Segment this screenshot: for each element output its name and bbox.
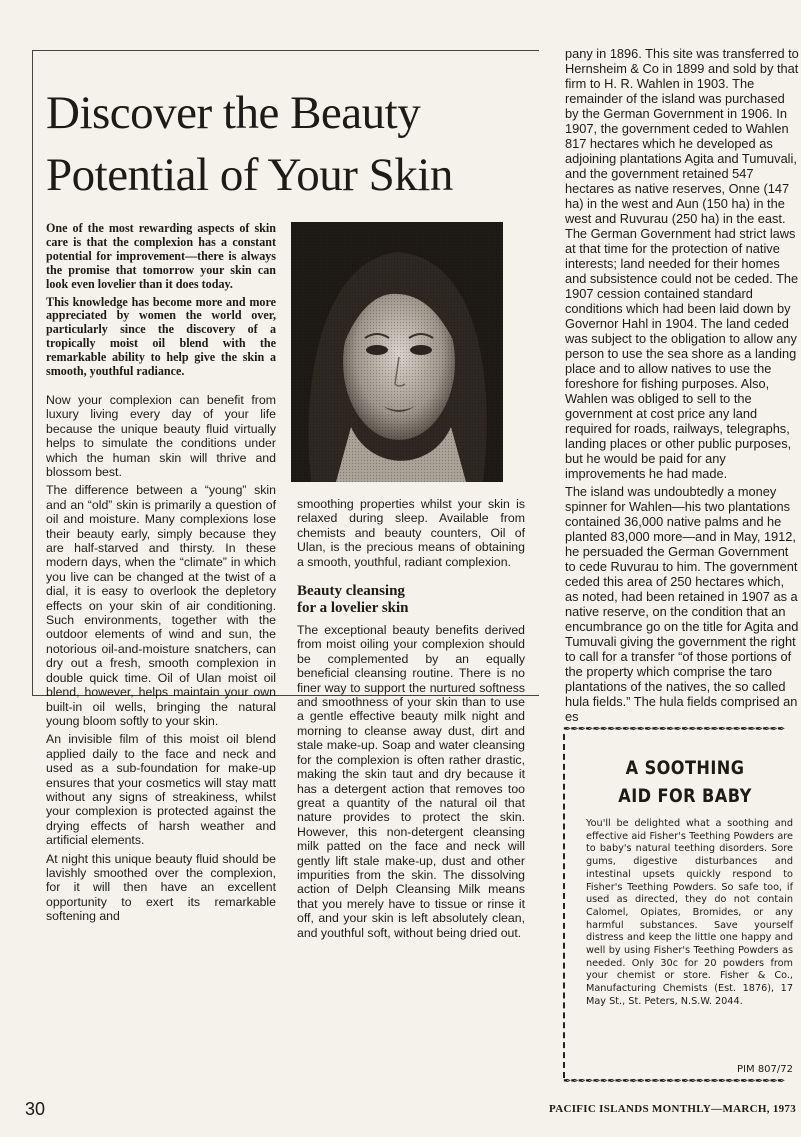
article-subheading xyxy=(297,583,525,617)
article-title xyxy=(46,82,526,206)
body-paragraph: The difference between a “young” skin and an “old” skin is primarily a question of oil and moisture. Many complexions lose their beauty early, simply because they are half-starved and thirsty. In these modern days, when the “climate” in which you live can be changed at the twist of a dial, it is easy to overlook the depletory effects on your skin of air conditioning. Such environments, together with the outdoor elements of wind and sun, the notorious oil-and-moisture snatchers, can dry out a fresh, smooth complexion in double quick time. Oil of Ulan moist oil blend, however, helps maintain your own built-in oil wells, bringing the natural young bloom softly to your skin. xyxy=(46,483,276,728)
ad-border-top: ✒✒✒✒✒✒✒✒✒✒✒✒✒✒✒✒✒✒✒✒✒✒✒✒✒✒✒✒✒✒ xyxy=(563,724,785,735)
history-column xyxy=(565,46,801,724)
ad-headline-line-1: A SOOTHING xyxy=(625,757,745,779)
page-number: 30 xyxy=(25,1099,46,1119)
intro-paragraph: One of the most rewarding aspects of skin care is that the complexion has a constant potential for improvement—there is always the promise that tomorrow your skin can look even lovelier than it does today. xyxy=(46,221,276,291)
history-paragraph: The island was undoubtedly a money spinner for Wahlen—his two plantations contained 36,000 native palms and he planted 83,000 more—and in May, 1912, he persuaded the German Government to cede Ruvurau to him. The government ceded this area of 250 hectares which, as noted, had been retained in 1907 as a native reserve, on the condition that an encumbrance go on the title for Agita and Tumuvali giving the government the right to call for a transfer “of those portions of the property which comprise the taro plantations of the natives, the so called hula fields.” The hula fields comprised an es xyxy=(565,484,799,724)
body-paragraph: The exceptional beauty benefits derived from moist oiling your complexion should be complemented by an equally beneficial cleansing routine. There is no finer way to support the nurtured softness and smoothness of your skin than to use a gentle effective beauty milk night and morning to cleanse away dust, dirt and stale make-up. Soap and water cleansing for the complexion is often rather drastic, making the skin taut and dry because it has a detergent action that removes too great a quantity of the natural oil that nature provides to protect the skin. However, this non-detergent cleansing milk patted on the face and neck will gently lift stale make-up, dust and other impurities from the skin. The dissolving action of Delph Cleansing Milk means that you merely have to tissue or rinse it off, and your skin is left absolutely clean, and youthful soft, without being dried out. xyxy=(297,623,525,940)
intro-paragraph: This knowledge has become more and more appreciated by women the world over, particularly since the discovery of a tropically moist oil blend with the remarkable ability to help give the skin a smooth, youthful radiance. xyxy=(46,294,276,379)
body-paragraph: Now your complexion can benefit from luxury living every day of your life because the unique beauty fluid virtually helps to simulate the conditions under which the human skin will thrive and blossom best. xyxy=(46,392,276,479)
subheading-line-1: Beauty cleansing xyxy=(297,583,405,600)
teething-powders-ad xyxy=(563,724,801,1088)
history-paragraph: pany in 1896. This site was transferred to Hernsheim & Co in 1899 and sold by that firm to H. R. Wahlen in 1903. The remainder of the island was purchased by the German Government in 1906. In 1907, the government ceded to Wahlen 817 hectares which he developed as adjoining plantations Agita and Tumuvali, and the government retained 547 hectares as native reserves, Onne (147 ha) in the west and Aun (150 ha) in the west and Ruvurau (250 ha) in the east. The German Government had strict laws at that time for the protection of native interests; land needed for their homes and subsistence could not be ceded. The 1907 cession contained standard conditions which had been laid down by Governor Hahl in 1904. The land ceded was subject to the obligation to allow any person to use the sea shore as a landing place and to allow natives to use the foreshore for fishing purposes. Also, Wahlen was obliged to sell to the government at cost price any land required for roads, railways, telegraphs, landing places or other public purposes, but he would be paid for any improvements he had made. xyxy=(565,46,799,481)
title-line-2: Potential of Your Skin xyxy=(46,149,453,201)
body-paragraph: smoothing properties whilst your skin is relaxed during sleep. Available from chemists and beauty counters, Oil of Ulan, is the precious means of obtaining a smooth, youthful, radiant complexion. xyxy=(297,497,525,569)
article-body xyxy=(46,393,276,924)
portrait-illustration xyxy=(291,222,503,482)
ad-headline-line-2: AID FOR BABY xyxy=(618,785,752,807)
body-paragraph: An invisible film of this moist oil blend applied daily to the face and neck and used as a sub-foundation for make-up ensures that your cosmetics will stay matt without any signs of streakiness, whilst your complexion is protected against the drying effects of harsh weather and artificial elements. xyxy=(46,732,276,848)
ad-body-text: You'll be delighted what a soothing and effective aid Fisher's Teething Powders are to baby's natural teething disorders. Sore gums, digestive disturbances and intestinal upsets quickly respond to Fisher's Teething Powders. So safe too, if used as directed, they do not contain Calomel, Opiates, Bromides, or any harmful substances. Save yourself distress and keep the little one happy and well by using Fisher's Teething Powders as needed. Only 30c for 20 powders from your chemist or store. Fisher & Co., Manufacturing Chemists (Est. 1876), 17 May St., St. Peters, N.S.W. 2044. xyxy=(586,818,793,1007)
ad-reference-code: PIM 807/72 xyxy=(737,1064,793,1075)
ad-headline xyxy=(600,754,770,810)
ad-border-left xyxy=(563,734,575,1078)
body-paragraph: At night this unique beauty fluid should be lavishly smoothed over the complexion, for it will then have an excellent opportunity to exert its remarkable softening and xyxy=(46,851,276,924)
article-column-1 xyxy=(46,221,276,924)
subheading-line-2: for a lovelier skin xyxy=(297,600,409,617)
title-line-1: Discover the Beauty xyxy=(46,87,421,139)
running-footer: PACIFIC ISLANDS MONTHLY—MARCH, 1973 xyxy=(549,1103,797,1115)
article-column-2 xyxy=(297,497,525,940)
ad-border-bottom: ✒✒✒✒✒✒✒✒✒✒✒✒✒✒✒✒✒✒✒✒✒✒✒✒✒✒✒✒✒✒ xyxy=(563,1076,785,1087)
portrait-photo xyxy=(291,222,503,482)
article-intro xyxy=(46,222,276,379)
